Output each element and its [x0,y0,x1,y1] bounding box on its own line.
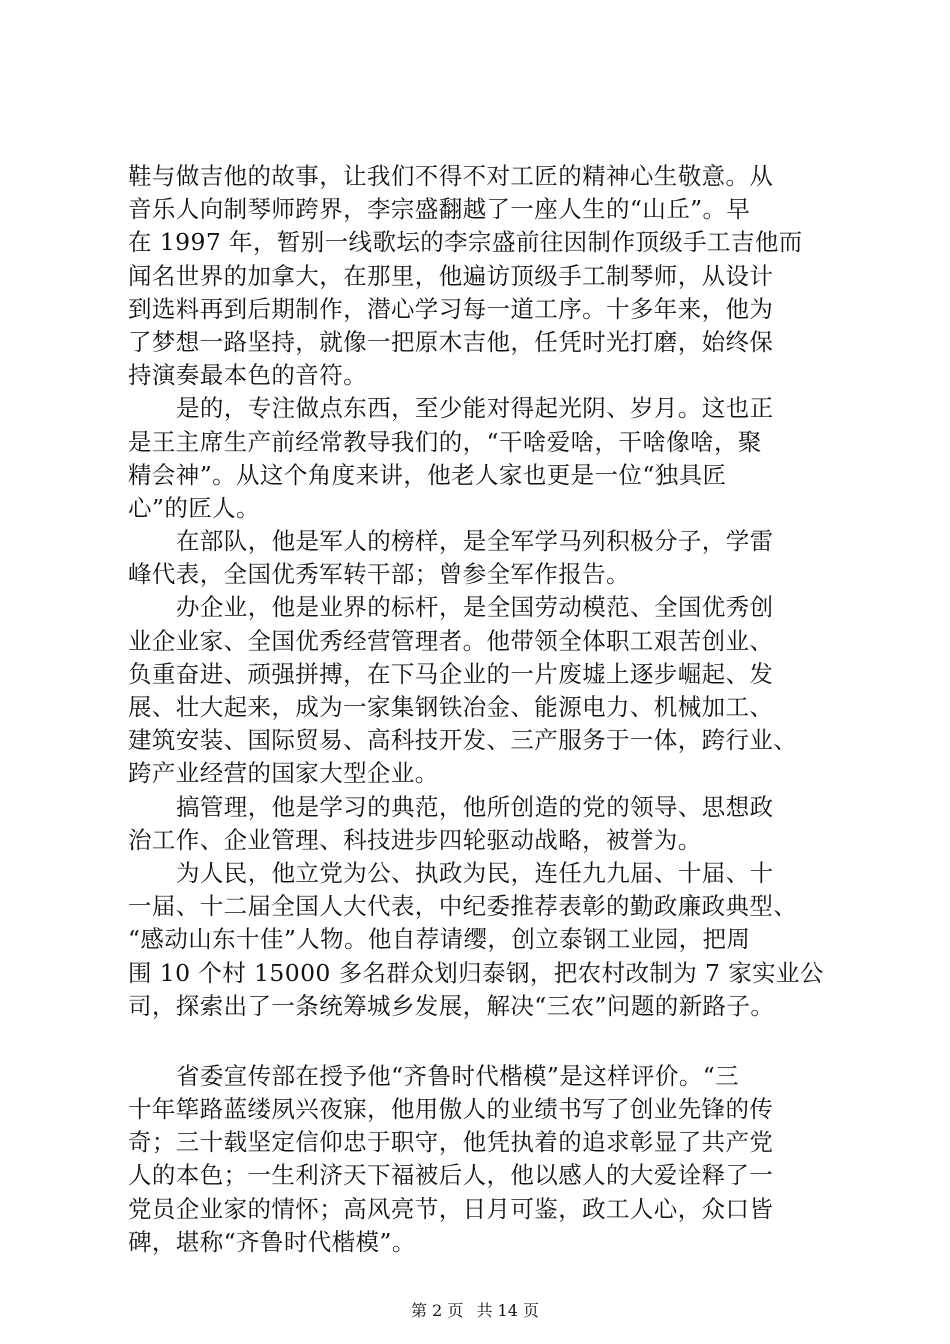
body-line: 跨产业经营的国家大型企业。 [128,759,439,788]
body-line: 到选料再到后期制作，潜心学习每一道工序。十多年来，他为 [128,294,774,323]
body-line: 十年筚路蓝缕夙兴夜寐，他用傲人的业绩书写了创业先锋的传 [128,1095,774,1124]
paragraph-start-line: 办企业，他是业界的标杆，是全国劳动模范、全国优秀创 [176,593,774,622]
paragraph-gap [128,1023,828,1060]
body-line: 精会神”。从这个角度来讲，他老人家也更是一位“独具匠 [128,460,727,489]
body-line: 负重奋进、顽强拼搏，在下马企业的一片废墟上逐步崛起、发 [128,659,774,688]
body-line: 心”的匠人。 [128,493,260,522]
body-line: 持演奏最本色的音符。 [128,361,367,390]
body-line: 了梦想一路坚持，就像一把原木吉他，任凭时光打磨，始终保 [128,327,774,356]
body-line: 鞋与做吉他的故事，让我们不得不对工匠的精神心生敬意。从 [128,162,774,190]
body-line: 是王主席生产前经常教导我们的，“干啥爱啥，干啥像啥，聚 [128,427,762,456]
body-line: 音乐人向制琴师跨界，李宗盛翻越了一座人生的“山丘”。早 [128,195,751,224]
body-line: 党员企业家的情怀；高风亮节，日月可鉴，政工人心，众口皆 [128,1194,774,1223]
body-line: 闻名世界的加拿大，在那里，他遍访顶级手工制琴师，从设计 [128,261,774,290]
paragraph-start-line: 搞管理，他是学习的典范，他所创造的党的领导、思想政 [176,792,774,821]
body-line: 人的本色；一生利济天下福被后人，他以感人的大爱诠释了一 [128,1161,774,1190]
document-body [128,160,828,1259]
page-total: 共 14 页 [476,1301,539,1320]
paragraph-start-line: 省委宣传部在授予他“齐鲁时代楷模”是这样评价。“三 [176,1061,740,1090]
body-line: 峰代表，全国优秀军转干部；曾参全军作报告。 [128,560,630,589]
paragraph-start-line: 为人民，他立党为公、执政为民，连任九九届、十届、十 [176,858,774,887]
body-line: 司，探索出了一条统筹城乡发展，解决“三农”问题的新路子。 [128,991,775,1020]
body-line: 业企业家、全国优秀经营管理者。他带领全体职工艰苦创业、 [128,626,774,655]
body-line: 碑，堪称“齐鲁时代楷模”。 [128,1227,416,1256]
body-line: 在 1997 年，暂别一线歌坛的李宗盛前往因制作顶级手工吉他而 [128,228,803,257]
paragraph-start-line: 在部队，他是军人的榜样，是全军学马列积极分子，学雷 [176,527,774,556]
body-line: 展、壮大起来，成为一家集钢铁冶金、能源电力、机械加工、 [128,693,774,721]
body-line: 奇；三十载坚定信仰忠于职守，他凭执着的追求彰显了共产党 [128,1128,774,1157]
body-line: 治工作、企业管理、科技进步四轮驱动战略，被誉为。 [128,825,702,854]
page-footer [0,1300,950,1322]
body-line: 一届、十二届全国人大代表，中纪委推荐表彰的勤政廉政典型、 [128,892,798,921]
body-line: 围 10 个村 15000 多名群众划归泰钢，把农村改制为 7 家实业公 [128,958,824,987]
page-number: 第 2 页 [411,1301,464,1320]
body-line: “感动山东十佳”人物。他自荐请缨，创立泰钢工业园，把周 [128,925,751,954]
body-line: 建筑安装、国际贸易、高科技开发、三产服务于一体，跨行业、 [128,726,798,755]
paragraph-start-line: 是的，专注做点东西，至少能对得起光阴、岁月。这也正 [176,394,774,423]
